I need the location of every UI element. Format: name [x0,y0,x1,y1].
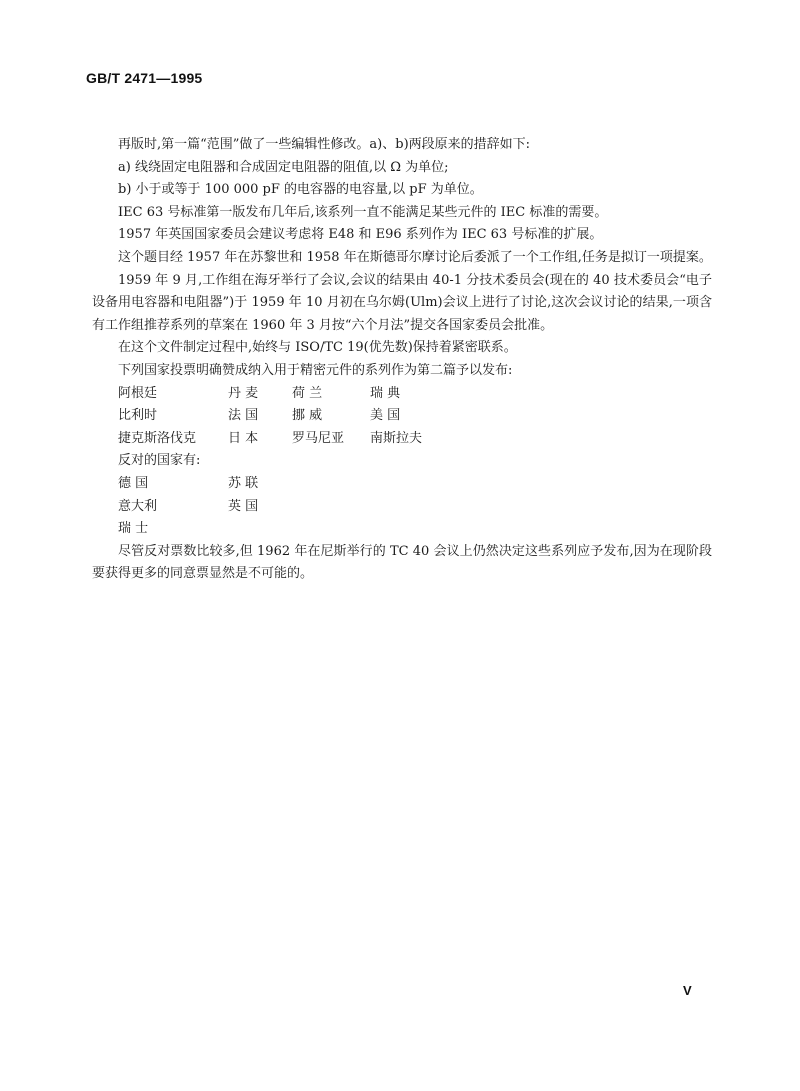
standard-code: GB/T 2471—1995 [86,70,203,86]
paragraph: 1959 年 9 月,工作组在海牙举行了会议,会议的结果由 40-1 分技术委员会(现在的 40 技术委员会“电子设备用电容器和电阻器”)于 1959 年 10 月初在乌尔姆(Ulm)会议上进行了讨论,这次会议讨论的结果,一项含有工作组推荐系列的草案在 1960 年 3 月按“六个月法”提交各国家委员会批准。 [92,272,712,333]
paragraph: 1957 年英国国家委员会建议考虑将 E48 和 E96 系列作为 IEC 63 号标准的扩展。 [118,227,603,243]
country-cell: 瑞 士 [118,521,149,537]
paragraph: 在这个文件制定过程中,始终与 ISO/TC 19(优先数)保持着紧密联系。 [118,340,517,356]
country-cell [228,518,292,541]
country-cell: 比利时 [118,408,158,424]
opposing-label: 反对的国家有: [118,453,201,469]
page-number: V [683,983,692,998]
approving-countries-table [118,383,460,451]
table-row [118,405,460,428]
list-item-a: a) 线绕固定电阻器和合成固定电阻器的阻值,以 Ω 为单位; [118,159,449,175]
paragraph: 下列国家投票明确赞成纳入用于精密元件的系列作为第二篇予以发布: [118,362,513,378]
table-row [118,473,292,496]
document-body [92,134,712,586]
closing-paragraph: 尽管反对票数比较多,但 1962 年在尼斯举行的 TC 40 会议上仍然决定这些系列应予发布,因为在现阶段要获得更多的同意票显然是不可能的。 [92,543,712,582]
country-cell: 意大利 [118,498,158,514]
country-cell: 丹 麦 [228,385,259,401]
country-cell: 德 国 [118,475,149,491]
country-cell: 苏 联 [228,475,259,491]
country-cell: 南斯拉夫 [370,430,423,446]
country-cell: 阿根廷 [118,385,158,401]
table-row [118,428,460,451]
country-cell: 荷 兰 [292,385,323,401]
country-cell: 日 本 [228,430,259,446]
country-cell: 法 国 [228,408,259,424]
country-cell: 英 国 [228,498,259,514]
table-row [118,496,292,519]
paragraph: 这个题目经 1957 年在苏黎世和 1958 年在斯德哥尔摩讨论后委派了一个工作组,任务是拟订一项提案。 [118,249,712,265]
table-row [118,383,460,406]
opposing-countries-table [118,473,292,541]
country-cell: 捷克斯洛伐克 [118,430,197,446]
country-cell: 挪 威 [292,408,323,424]
table-row [118,518,292,541]
list-item-b: b) 小于或等于 100 000 pF 的电容器的电容量,以 pF 为单位。 [118,182,483,198]
country-cell: 罗马尼亚 [292,430,345,446]
country-cell: 瑞 典 [370,385,401,401]
country-cell: 美 国 [370,408,401,424]
paragraph: 再版时,第一篇“范围”做了一些编辑性修改。a)、b)两段原来的措辞如下: [118,137,531,152]
paragraph: IEC 63 号标准第一版发布几年后,该系列一直不能满足某些元件的 IEC 标准的需要。 [118,204,608,220]
